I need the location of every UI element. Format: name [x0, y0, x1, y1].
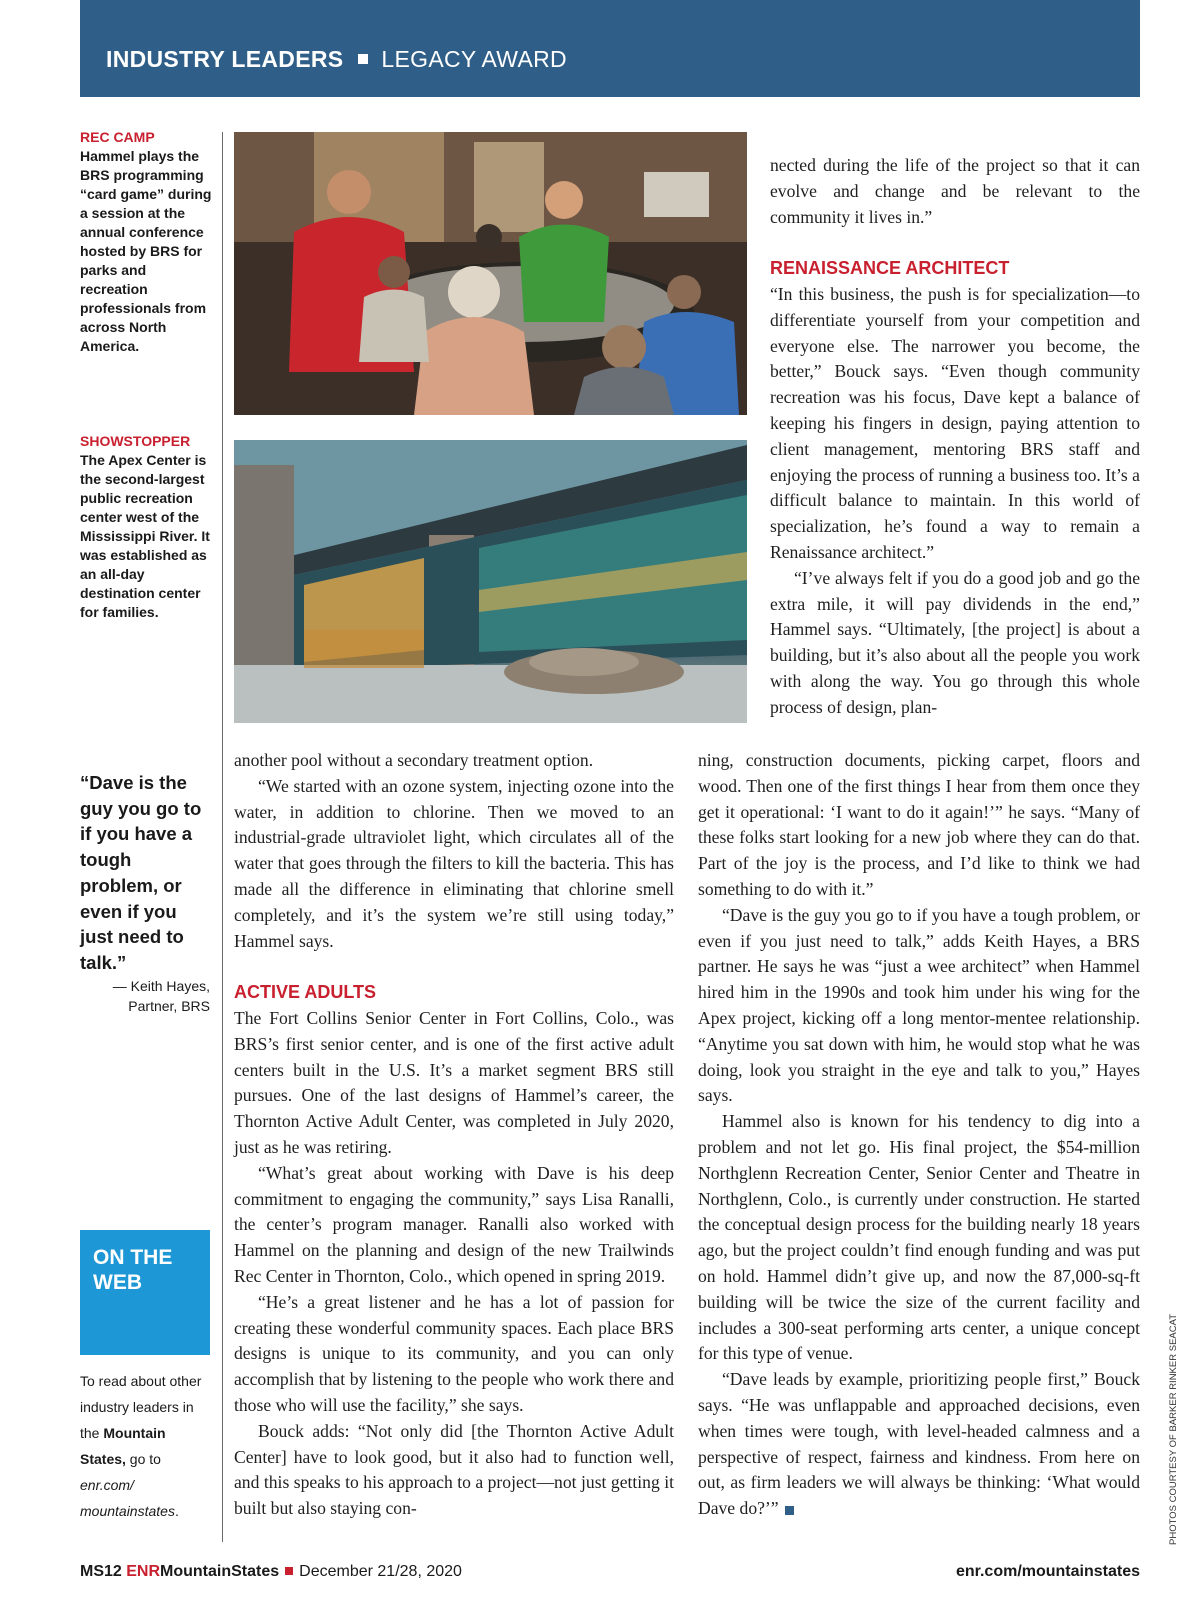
- issue-date: December 21/28, 2020: [299, 1563, 462, 1580]
- article-paragraph: Hammel also is known for his tendency to dig into a problem and not let go. His final project, the $54-million Northglenn Recreation Center, Senior Center and Theatre in Northglenn, Colo., is currently under construction. He started the conceptual design process for the building nearly 18 years ago, but the project couldn’t find enough funding and was put on hold. Hammel didn’t give up, and now the 87,000-sq-ft building will be twice the size of the current facility and includes a 300-seat performing arts center, a unique concept for this type of venue.: [698, 1111, 1140, 1364]
- article-paragraph: nected during the life of the project so that it can evolve and change and be relevant to the community it lives in.”: [770, 155, 1140, 227]
- photo-credit: PHOTOS COURTESY OF BARKER RINKER SEACAT: [1168, 1313, 1179, 1545]
- photo-caption-showstopper: [80, 432, 212, 622]
- article-column-1: [234, 748, 674, 1522]
- on-the-web-title: ON THE WEB: [93, 1246, 173, 1294]
- section-spacer: [770, 230, 1140, 256]
- web-text-go-to: go to: [125, 1451, 161, 1467]
- photo-rec-camp-session: [234, 132, 747, 415]
- article-paragraph: ning, construction documents, picking carpet, floors and wood. Then one of the first things I hear from them once they get it operational: ‘I want to do it again!’” he says. “Many of these folks start looking for a new job where they can do that. Part of the joy is the process, and I’d like to think we had something to do with it.”: [698, 750, 1140, 899]
- caption-heading: SHOWSTOPPER: [80, 433, 191, 449]
- section-subtitle: LEGACY AWARD: [381, 46, 567, 72]
- pull-quote: “Dave is the guy you go to if you have a tough problem, or even if you just need to talk.”: [80, 772, 202, 973]
- article-paragraph: “Dave is the guy you go to if you have a tough problem, or even if you just need to talk,” adds Keith Hayes, a BRS partner. He says he was “just a wee architect” when Hammel hired him in the 1990s and took him under his wing for the Apex project, kicking off a long mentor-mentee relationship. “Anytime you sat down with him, he would stop what he was doing, look you straight in the eye and talk to you,” Hayes says.: [698, 904, 1140, 1106]
- article-paragraph: “We started with an ozone system, injecting ozone into the water, in addition to chlorine. Then we moved to an industrial-grade ultraviolet light, which circulates all of the water that goes through the filters to kill the bacteria. This has made all the difference in eliminating that chlorine smell completely, and it’s the system we’re still using today,” Hammel says.: [234, 775, 674, 951]
- caption-body: The Apex Center is the second-largest public recreation center west of the Mississippi River. It was established as an all-day destination center for families.: [80, 452, 210, 620]
- footer-url[interactable]: enr.com/mountainstates: [955, 1563, 1140, 1580]
- web-text-region: Mountain States,: [80, 1425, 166, 1467]
- section-title: INDUSTRY LEADERS: [106, 46, 344, 72]
- caption-heading: REC CAMP: [80, 129, 155, 145]
- caption-body: Hammel plays the BRS programming “card game” during a session at the annual conference hosted by BRS for parks and recreation professionals from across North America.: [80, 148, 212, 354]
- article-paragraph: Bouck adds: “Not only did [the Thornton Active Adult Center] have to look good, but it also had to function well, and this speaks to his approach to a project—not just getting it built but also staying con-: [234, 1420, 674, 1519]
- article-paragraph: “I’ve always felt if you do a good job and go the extra mile, it will pay dividends in the end,” Hammel says. “Ultimately, [the project] is about a building, but it’s also about all the people you work with along the way. You go through this whole process of design, plan-: [770, 567, 1140, 717]
- attribution-name: — Keith Hayes,: [112, 978, 210, 994]
- pull-quote-attribution: [80, 976, 210, 1016]
- photo-apex-center: [234, 440, 747, 723]
- subheading-active-adults: ACTIVE ADULTS: [234, 982, 376, 1003]
- on-the-web-text: [80, 1368, 212, 1524]
- header-separator-square: [358, 54, 368, 64]
- article-column-3: [698, 748, 1140, 1522]
- building-photo-illustration: [234, 440, 747, 723]
- sidebar-divider: [222, 132, 223, 1542]
- meeting-photo-illustration: [234, 132, 747, 415]
- footer-separator-square: [285, 1567, 293, 1575]
- article-end-mark: [785, 1506, 794, 1515]
- closing-quote-text: “Dave leads by example, prioritizing people first,” Bouck says. “He was unflappable and approached decisions, even when times were tough, with level-headed calmness and a perspective of respect, fairness and kindness. From here on out, as firm leaders we will always be thinking: ‘What would Dave do?’”: [698, 1369, 1140, 1519]
- article-column-2: [770, 153, 1140, 721]
- article-paragraph: “He’s a great listener and he has a lot of passion for creating these wonderful community spaces. Each place BRS designs is unique to its community, and you can only accomplish that by listening to the people who work there and those who will use the facility,” she says.: [234, 1291, 674, 1415]
- web-text-intro: To read about other industry leaders in the: [80, 1373, 202, 1441]
- publication-edition: MountainStates: [160, 1563, 280, 1580]
- subheading-renaissance-architect: RENAISSANCE ARCHITECT: [770, 258, 1010, 279]
- article-paragraph: [698, 1367, 1140, 1522]
- article-paragraph: “In this business, the push is for specialization—to differentiate yourself from your competition and everyone else. The narrower you become, the better,” Bouck says. “Even though community recreation was his focus, Dave kept a balance of keeping his fingers in design, paying attention to client management, mentoring BRS staff and enjoying the process of running a business too. It’s a difficult balance to maintain. In this world of specialization, he’s found a way to remain a Renaissance architect.”: [770, 283, 1140, 562]
- attribution-title: Partner, BRS: [128, 998, 210, 1014]
- publication-brand: ENR: [126, 1563, 161, 1580]
- article-paragraph: “What’s great about working with Dave is his deep commitment to engaging the community,” says Lisa Ranalli, the center’s program manager. Ranalli also worked with Hammel on the planning and design of the new Trailwinds Rec Center in Thornton, Colo., which opened in spring 2019.: [234, 1162, 674, 1286]
- section-spacer: [234, 954, 674, 980]
- section-header: [106, 46, 567, 73]
- on-the-web-box: [80, 1230, 210, 1355]
- photo-caption-rec-camp: [80, 128, 212, 356]
- web-link[interactable]: enr.com/ mountainstates: [80, 1477, 175, 1519]
- article-paragraph: The Fort Collins Senior Center in Fort Collins, Colo., was BRS’s first senior center, and is one of the first active adult centers built in the U.S. It’s a market segment BRS still pursues. One of the last designs of Hammel’s career, the Thornton Active Adult Center, was completed in July 2020, just as he was retiring.: [234, 1007, 674, 1157]
- section-header-bar: [80, 0, 1140, 97]
- article-paragraph: another pool without a secondary treatment option.: [234, 750, 594, 770]
- page-footer: [80, 1563, 1140, 1581]
- page-number: MS12: [80, 1563, 122, 1580]
- web-text-period: .: [174, 1503, 179, 1519]
